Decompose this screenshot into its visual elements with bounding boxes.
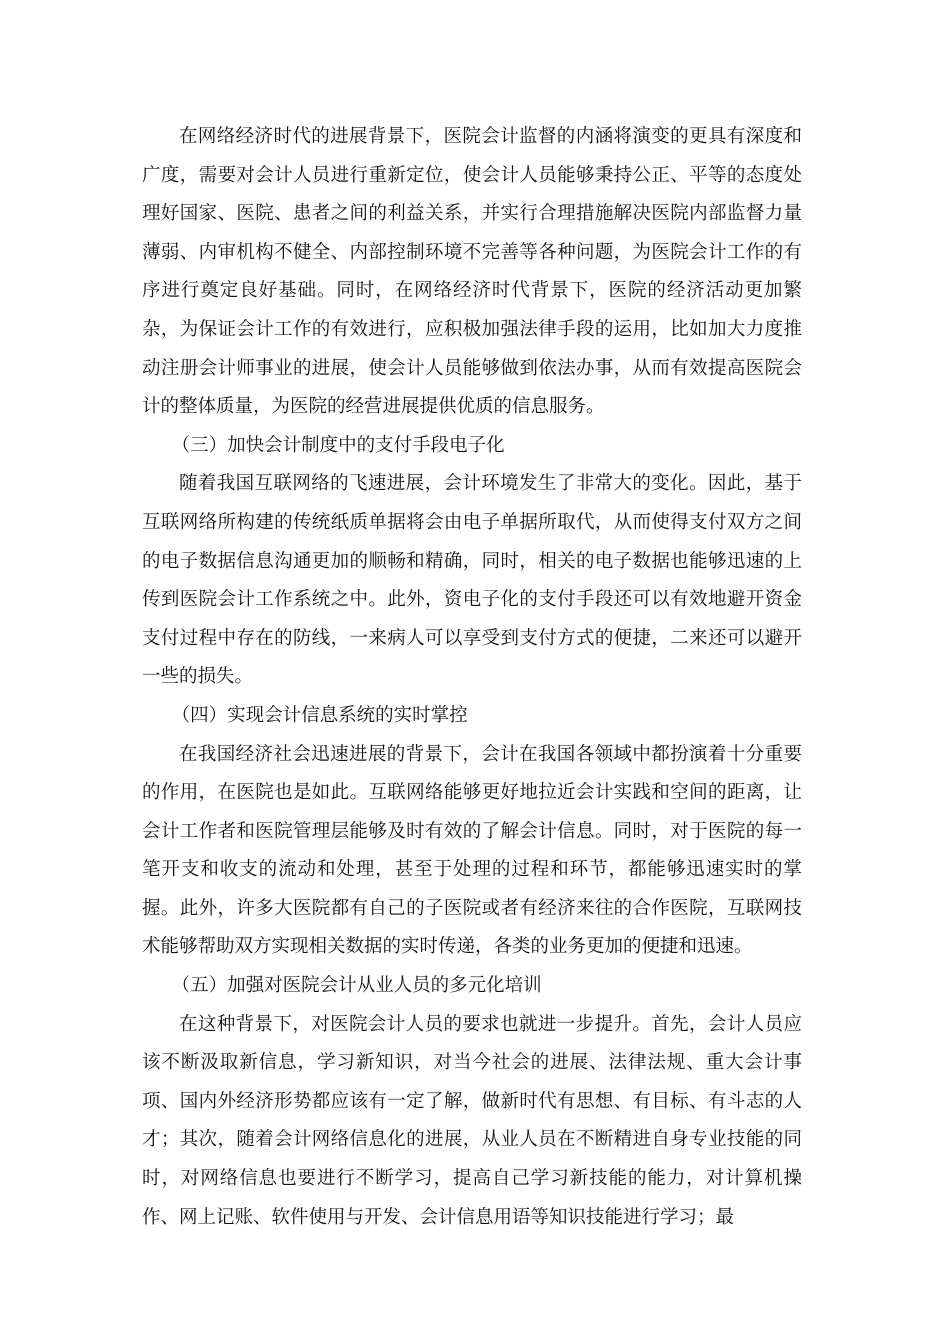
paragraph-electronic-payment: 随着我国互联网络的飞速进展，会计环境发生了非常大的变化。因此，基于互联网络所构建的传统纸质单据将会由电子单据所取代，从而使得支付双方之间的电子数据信息沟通更加的顺畅和精确，同时，相关的电子数据也能够迅速的上传到医院会计工作系统之中。此外，资电子化的支付手段还可以有效地避开资金支付过程中存在的防线，一来病人可以享受到支付方式的便捷，二来还可以避开一些的损失。 — [142, 473, 802, 688]
paragraph-training: 在这种背景下，对医院会计人员的要求也就进一步提升。首先，会计人员应该不断汲取新信息，学习新知识，对当今社会的进展、法律法规、重大会计事项、国内外经济形势都应该有一定了解，做新时代有思想、有目标、有斗志的人才；其次，随着会计网络信息化的进展，从业人员在不断精进自身专业技能的同时，对网络信息也要进行不断学习，提高自己学习新技能的能力，对计算机操作、网上记账、软件使用与开发、会计信息用语等知识技能进行学习；最 — [142, 1013, 802, 1228]
section-heading-4: （四）实现会计信息系统的实时掌控 — [171, 704, 468, 726]
section-heading-3: （三）加快会计制度中的支付手段电子化 — [171, 434, 505, 456]
section-heading-5: （五）加强对医院会计从业人员的多元化培训 — [171, 975, 542, 997]
paragraph-realtime-control: 在我国经济社会迅速进展的背景下，会计在我国各领域中都扮演着十分重要的作用，在医院也是如此。互联网络能够更好地拉近会计实践和空间的距离，让会计工作者和医院管理层能够及时有效的了解会计信息。同时，对于医院的每一笔开支和收支的流动和处理，甚至于处理的过程和环节，都能够迅速实时的掌握。此外，许多大医院都有自己的子医院或者有经济来往的合作医院，互联网技术能够帮助双方实现相关数据的实时传递，各类的业务更加的便捷和迅速。 — [142, 743, 802, 958]
paragraph-supervision: 在网络经济时代的进展背景下，医院会计监督的内涵将演变的更具有深度和广度，需要对会计人员进行重新定位，使会计人员能够秉持公正、平等的态度处理好国家、医院、患者之间的利益关系，并实行合理措施解决医院内部监督力量薄弱、内审机构不健全、内部控制环境不完善等各种问题，为医院会计工作的有序进行奠定良好基础。同时，在网络经济时代背景下，医院的经济活动更加繁杂，为保证会计工作的有效进行，应积极加强法律手段的运用，比如加大力度推动注册会计师事业的进展，使会计人员能够做到依法办事，从而有效提高医院会计的整体质量，为医院的经营进展提供优质的信息服务。 — [142, 126, 802, 418]
document-body — [142, 118, 802, 1237]
